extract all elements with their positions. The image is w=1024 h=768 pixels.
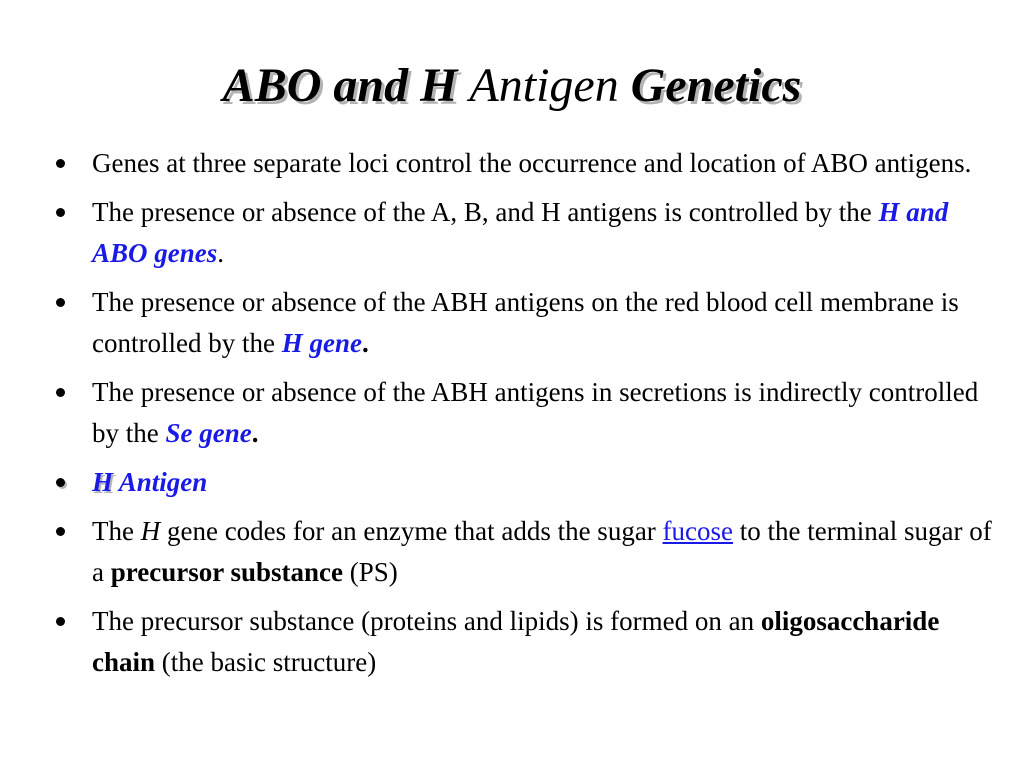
bullet-text-middle: gene codes for an enzyme that adds the sugar [160, 516, 663, 546]
bullet-item [50, 462, 1000, 503]
emphasis-h-abo-genes: H and ABO genes [92, 197, 949, 268]
emphasis-h-gene: H gene [281, 328, 362, 358]
bullet-text-end: . [217, 238, 225, 268]
bullet-text-end: (the basic structure) [155, 647, 377, 677]
bullet-dot-icon [56, 527, 65, 536]
title-part-antigen: Antigen [469, 59, 619, 112]
bullet-text: The presence or absence of the ABH antigens in secretions is indirectly controlled by the [92, 377, 979, 448]
bullet-item [50, 282, 1000, 364]
bullet-dot-icon [56, 478, 65, 487]
bullet-dot-icon [56, 208, 65, 217]
fucose-link[interactable]: fucose [662, 516, 734, 546]
bullet-text-end: . [361, 328, 369, 358]
bullet-dot-icon [56, 298, 65, 307]
bullet-item [50, 143, 1000, 184]
title-part-abo-h: ABO and H [222, 59, 458, 112]
emphasis-se-gene: Se gene [165, 418, 252, 448]
bullet-text: The presence or absence of the ABH antigens on the red blood cell membrane is controlled by the [92, 287, 959, 358]
bullet-item [50, 192, 1000, 274]
bullet-item [50, 601, 1000, 683]
oligosaccharide-chain-bold: oligosaccharide chain [92, 606, 940, 677]
precursor-substance-bold: precursor substance [110, 557, 343, 587]
antigen-subheading: Antigen [113, 467, 208, 497]
bullet-item [50, 372, 1000, 454]
title-part-genetics: Genetics [630, 59, 802, 112]
bullet-list [50, 143, 1000, 691]
bullet-item [50, 511, 1000, 593]
bullet-text-end: (PS) [343, 557, 398, 587]
bullet-text: The [92, 516, 141, 546]
bullet-text: The presence or absence of the A, B, and H antigens is controlled by the [92, 197, 879, 227]
bullet-text-end: . [251, 418, 259, 448]
bullet-text-middle2: to the terminal sugar of a [92, 516, 992, 587]
italic-h: H [140, 516, 161, 546]
bullet-text: Genes at three separate loci control the occurrence and location of ABO antigens. [92, 148, 972, 178]
bullet-dot-icon [56, 617, 65, 626]
h-letter-heading: H [92, 467, 114, 497]
bullet-dot-icon [56, 159, 65, 168]
bullet-text: The precursor substance (proteins and lipids) is formed on an [92, 606, 761, 636]
slide-title [0, 54, 1024, 118]
bullet-dot-icon [56, 388, 65, 397]
